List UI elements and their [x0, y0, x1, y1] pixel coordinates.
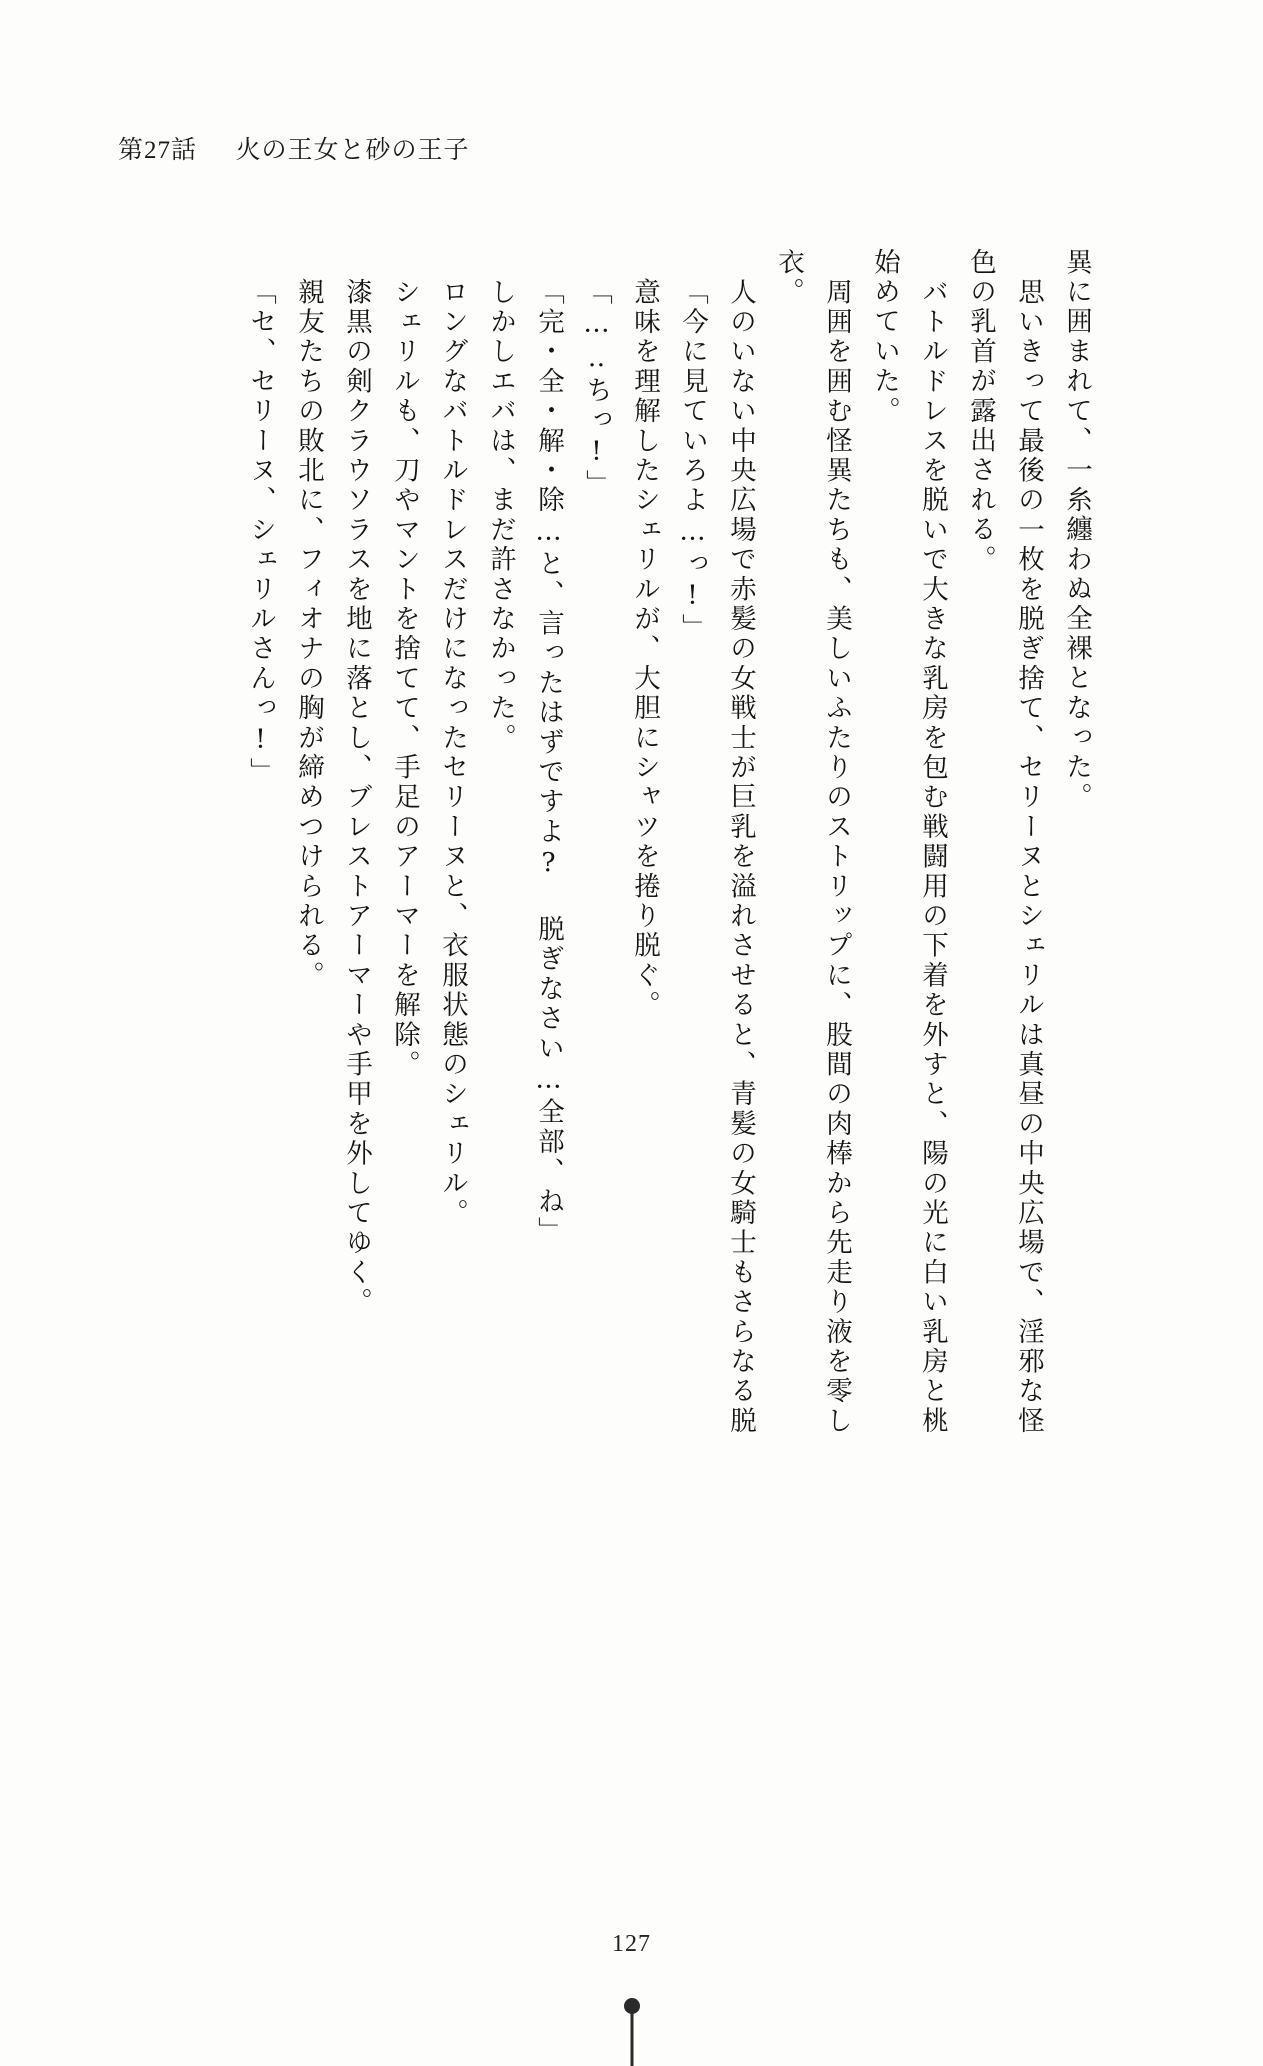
- text-line: 人のいない中央広場で赤髪の女戦士が巨乳を溢れさせると、青髪の女騎士もさらなる脱: [725, 278, 756, 1437]
- text-line: 親友たちの敗北に、フィオナの胸が締めつけられる。: [293, 278, 324, 991]
- text-line: 衣。: [773, 248, 804, 308]
- text-line: 周囲を囲む怪異たちも、美しいふたりのストリップに、股間の肉棒から先走り液を零し: [821, 278, 852, 1437]
- text-line: シェリルも、刀やマントを捨てて、手足のアーマーを解除。: [389, 278, 420, 1080]
- chapter-number: 第27話: [118, 137, 198, 164]
- text-line: 始めていた。: [869, 248, 900, 427]
- text-line: 色の乳首が露出される。: [965, 248, 996, 575]
- page-number: 127: [612, 1931, 651, 1957]
- text-line: しかしエバは、まだ許さなかった。: [485, 278, 516, 754]
- text-line: 思いきって最後の一枚を脱ぎ捨て、セリーヌとシェリルは真昼の中央広場で、淫邪な怪: [1013, 278, 1044, 1437]
- text-line: 「今に見ていろよ…っ!」: [677, 278, 708, 644]
- text-line: 「セ、セリーヌ、シェリルさんっ!」: [245, 278, 276, 788]
- text-line: 意味を理解したシェリルが、大胆にシャツを捲り脱ぐ。: [629, 278, 660, 1021]
- text-line: 異に囲まれて、一糸纏わぬ全裸となった。: [1061, 248, 1092, 813]
- vertical-text-body: [225, 248, 1145, 1628]
- running-head: [118, 130, 470, 166]
- text-line: 「…‥ちっ!」: [581, 278, 612, 500]
- text-line: 「完・全・解・除…と、言ったはずですよ? 脱ぎなさい…全部、ね」: [533, 278, 564, 1247]
- text-line: ロングなバトルドレスだけになったセリーヌと、衣服状態のシェリル。: [437, 278, 468, 1229]
- binding-line-mark: [630, 2000, 633, 2066]
- text-line: バトルドレスを脱いで大きな乳房を包む戦闘用の下着を外すと、陽の光に白い乳房と桃: [917, 278, 948, 1437]
- text-line: 漆黒の剣クラウソラスを地に落とし、ブレストアーマーや手甲を外してゆく。: [341, 278, 372, 1318]
- chapter-title: 火の王女と砂の王子: [235, 137, 470, 164]
